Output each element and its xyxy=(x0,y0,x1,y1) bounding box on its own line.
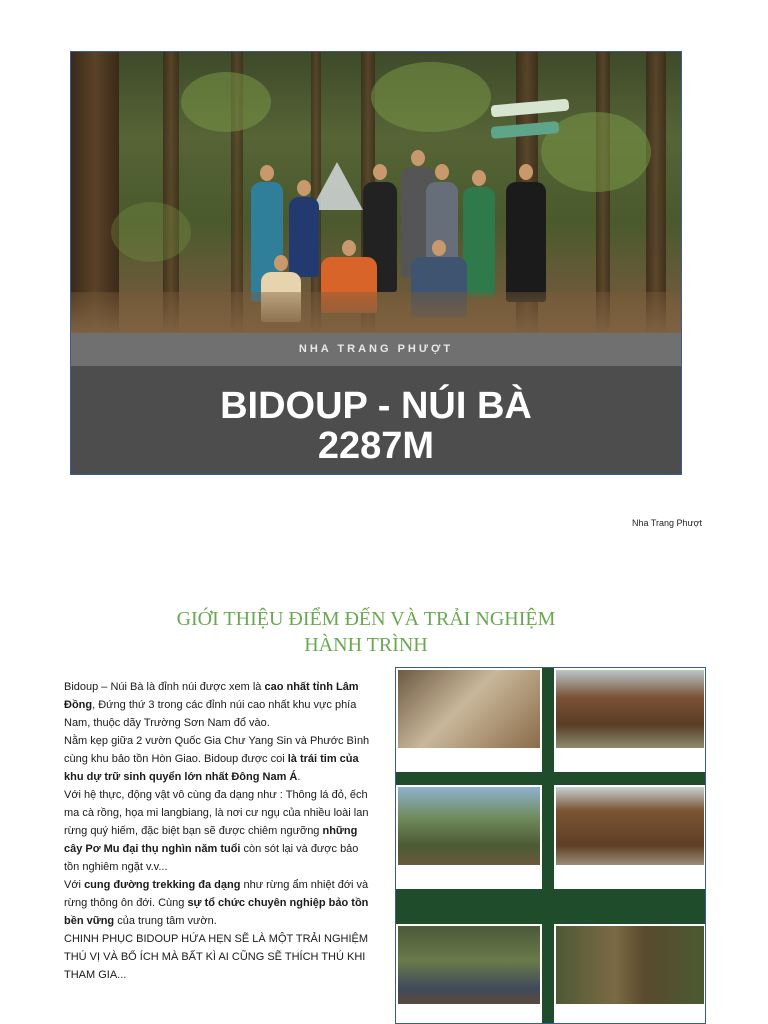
group-forest-photo xyxy=(71,52,681,333)
paragraph-5: CHINH PHỤC BIDOUP HỨA HẸN SẼ LÀ MỘT TRẢI NGHIỆM THÚ VỊ VÀ BỔ ÍCH MÀ BẤT KÌ AI CŨNG SẼ THÍCH THÚ KHI THAM GIA... xyxy=(64,933,368,981)
text-run: , Đứng thứ 3 trong các đỉnh núi cao nhất khu vực phía Nam, thuộc dãy Trường Sơn Nam đổ vào. xyxy=(64,699,357,729)
text-run: của trung tâm vườn. xyxy=(114,915,217,927)
cover-title xyxy=(71,366,681,475)
text-bold: cung đường trekking đa dạng xyxy=(84,879,241,891)
text-bold: những cây Pơ Mu đại thụ nghìn năm tuổi xyxy=(64,825,358,855)
cover-band: NHA TRANG PHƯỢT xyxy=(71,333,681,366)
section-heading-line1: GIỚI THIỆU ĐIỂM ĐẾN VÀ TRẢI NGHIỆM xyxy=(176,608,556,630)
text-run: Bidoup – Núi Bà là đỉnh núi được xem là xyxy=(64,681,265,693)
text-bold: cao nhất tỉnh Lâm Đồng xyxy=(64,681,359,711)
gallery-photo-wooden-house xyxy=(554,785,706,889)
text-bold: là trái tim của khu dự trữ sinh quyển lớn nhất Đông Nam Á xyxy=(64,753,359,783)
intro-text xyxy=(64,678,372,984)
gallery-photo-pine-forest xyxy=(396,785,542,889)
cover-title-line1: BIDOUP - NÚI BÀ xyxy=(220,385,532,427)
cover-title-line2: 2287M xyxy=(317,425,435,467)
paragraph-4 xyxy=(64,876,372,930)
gallery-photo-giant-tree xyxy=(554,924,706,1024)
paragraph-2 xyxy=(64,732,372,786)
text-run: như rừng ẩm nhiệt đới và rừng thông ôn đới. Cùng xyxy=(64,879,369,909)
text-run: còn sót lại và được bảo tồn nghiêm ngặt v.v... xyxy=(64,843,359,873)
section-heading xyxy=(150,606,582,658)
text-run: Nằm kẹp giữa 2 vườn Quốc Gia Chư Yang Sin và Phước Bình cùng khu bảo tồn Hòn Giao. Bidoup được coi xyxy=(64,735,370,765)
gallery-photo-meal xyxy=(396,668,542,772)
text-run: Với xyxy=(64,879,85,891)
text-bold: sự tổ chức chuyên nghiệp bảo tồn bền vững xyxy=(64,897,369,927)
paragraph-1 xyxy=(64,678,372,732)
gallery-photo-group-trail xyxy=(396,924,542,1024)
author-credit: Nha Trang Phượt xyxy=(632,518,702,528)
gallery-photo-cabin-group xyxy=(554,668,706,772)
paragraph-3 xyxy=(64,786,372,876)
cover-image xyxy=(70,51,682,475)
text-run: . xyxy=(297,771,301,783)
section-heading-line2: HÀNH TRÌNH xyxy=(304,634,428,656)
text-run: Với hệ thực, động vật vô cùng đa dạng như : Thông lá đỏ, ếch ma cà rồng, họa mi langbiang, là nơi cư ngụ của nhiều loài lan rừng quý hiếm, đặc biệt bạn sẽ được chiêm ngưỡng xyxy=(64,789,369,837)
photo-gallery xyxy=(395,667,706,1024)
